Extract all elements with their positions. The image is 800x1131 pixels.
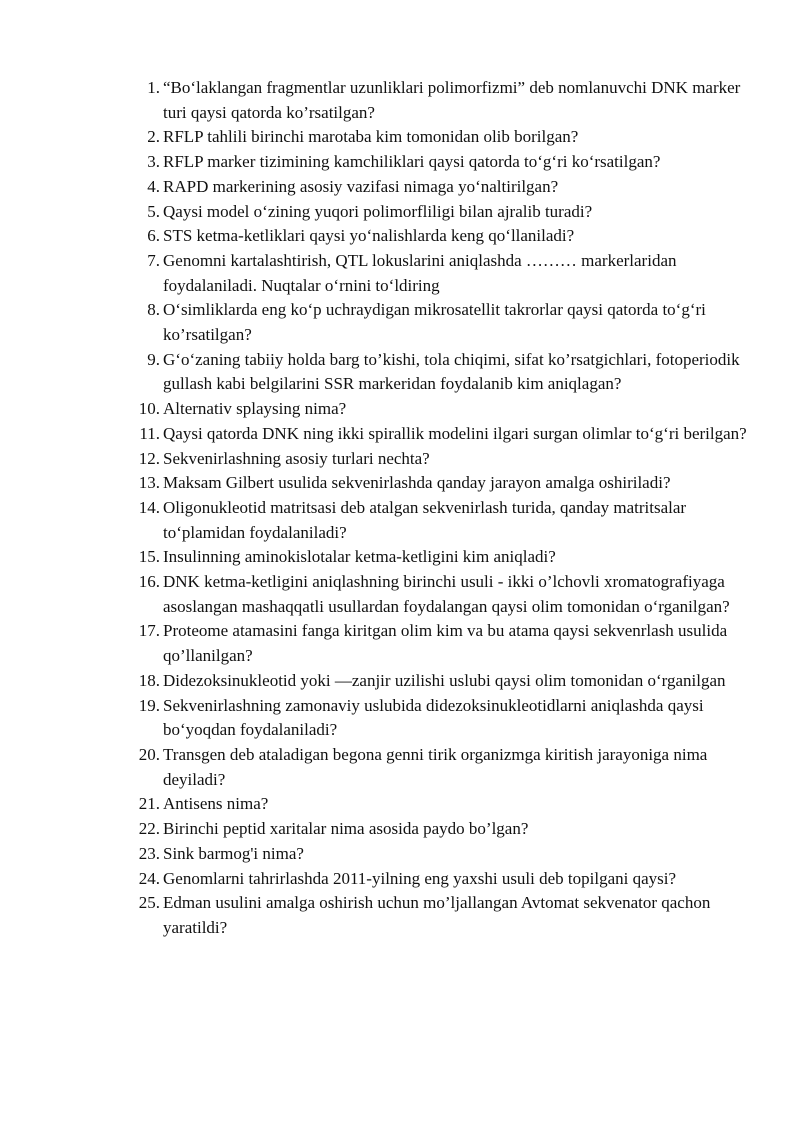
question-item <box>0 249 800 298</box>
question-text: Maksam Gilbert usulida sekvenirlashda qanday jarayon amalga oshiriladi? <box>163 473 671 493</box>
question-text: Birinchi peptid xaritalar nima asosida paydo bo’lgan? <box>163 819 529 839</box>
question-item <box>0 298 800 347</box>
question-number: 19. <box>138 695 160 715</box>
question-item <box>0 471 800 496</box>
question-text: Edman usulini amalga oshirish uchun mo’ljallangan Avtomat sekvenator qachon yaratildi? <box>163 893 711 937</box>
question-text: Sekvenirlashning zamonaviy uslubida didezoksinukleotidlarni aniqlashda qaysi bo‘yoqdan foydalaniladi? <box>163 695 704 740</box>
question-item <box>0 150 800 175</box>
question-item <box>0 792 800 817</box>
question-number: 23. <box>138 843 160 863</box>
question-text: Proteome atamasini fanga kiritgan olim kim va bu atama qaysi sekvenrlash usulida qo’llanilgan? <box>163 621 728 666</box>
question-text: Qaysi model o‘zining yuqori polimorfliligi bilan ajralib turadi? <box>163 201 593 221</box>
question-number: 9. <box>147 349 160 369</box>
question-text: DNK ketma-ketligini aniqlashning birinchi usuli - ikki o’lchovli xromatografiyaga asoslangan mashaqqatli usullardan foydalangan qaysi olim tomonidan o‘rganilgan? <box>163 572 730 616</box>
question-number: 16. <box>138 572 160 592</box>
question-number: 20. <box>138 744 160 764</box>
question-text: Genomni kartalashtirish, QTL lokuslarini aniqlashda ……… markerlaridan foydalaniladi. Nuqtalar o‘rnini to‘ldiring <box>163 250 677 295</box>
question-item <box>0 743 800 792</box>
question-number: 3. <box>147 152 160 172</box>
question-item <box>0 422 800 447</box>
question-number: 24. <box>138 868 160 888</box>
question-item <box>0 817 800 842</box>
question-item <box>0 545 800 570</box>
question-text: Sekvenirlashning asosiy turlari nechta? <box>163 448 430 468</box>
question-number: 22. <box>138 819 160 839</box>
question-text: RFLP marker tizimining kamchiliklari qaysi qatorda to‘g‘ri ko‘rsatilgan? <box>163 152 661 172</box>
question-text: Didezoksinukleotid yoki ―zanjir uzilishi uslubi qaysi olim tomonidan o‘rganilgan <box>163 670 726 690</box>
question-text: Alternativ splaysing nima? <box>163 399 347 419</box>
question-item <box>0 891 800 940</box>
question-item <box>0 348 800 397</box>
question-number: 17. <box>138 621 160 641</box>
question-text: Insulinning aminokislotalar ketma-ketligini kim aniqladi? <box>163 547 556 567</box>
question-number: 7. <box>147 250 160 270</box>
question-number: 6. <box>147 226 160 246</box>
question-item <box>0 125 800 150</box>
question-number: 8. <box>147 300 160 320</box>
question-number: 1. <box>147 78 160 97</box>
question-text: Oligonukleotid matritsasi deb atalgan sekvenirlash turida, qanday matritsalar to‘plamidan foydalaniladi? <box>163 497 687 542</box>
question-number: 2. <box>147 127 160 147</box>
question-item <box>0 842 800 867</box>
question-text: O‘simliklarda eng ko‘p uchraydigan mikrosatellit takrorlar qaysi qatorda to‘g‘ri ko’rsatilgan? <box>163 300 706 345</box>
question-item <box>0 867 800 892</box>
question-number: 13. <box>138 473 160 493</box>
question-item <box>0 669 800 694</box>
question-number: 18. <box>138 670 160 690</box>
question-item <box>0 175 800 200</box>
question-number: 10. <box>138 399 160 419</box>
question-number: 11. <box>139 423 160 443</box>
question-item <box>0 619 800 668</box>
question-text: Qaysi qatorda DNK ning ikki spirallik modelini ilgari surgan olimlar to‘g‘ri berilgan? <box>163 423 747 443</box>
question-item <box>0 397 800 422</box>
question-item <box>0 76 800 125</box>
question-number: 12. <box>138 448 160 468</box>
question-item <box>0 570 800 619</box>
question-list <box>0 76 800 941</box>
question-number: 25. <box>138 893 160 913</box>
question-number: 4. <box>147 176 160 196</box>
question-text: STS ketma-ketliklari qaysi yo‘nalishlarda keng qo‘llaniladi? <box>163 226 575 246</box>
question-number: 5. <box>147 201 160 221</box>
question-number: 15. <box>138 547 160 567</box>
question-item <box>0 447 800 472</box>
question-text: Genomlarni tahrirlashda 2011-yilning eng yaxshi usuli deb topilgani qaysi? <box>163 868 677 888</box>
question-text: RFLP tahlili birinchi marotaba kim tomonidan olib borilgan? <box>163 127 579 147</box>
question-text: Transgen deb ataladigan begona genni tirik organizmga kiritish jarayoniga nima deyiladi? <box>163 744 708 789</box>
question-item <box>0 496 800 545</box>
question-item <box>0 224 800 249</box>
question-text: G‘o‘zaning tabiiy holda barg to’kishi, tola chiqimi, sifat ko’rsatgichlari, fotoperiodik gullash kabi belgilarini SSR markeridan foydalanib kim aniqlagan? <box>163 349 740 394</box>
question-text: Antisens nima? <box>163 794 269 814</box>
question-number: 21. <box>138 794 160 814</box>
question-item <box>0 694 800 743</box>
question-text: RAPD markerining asosiy vazifasi nimaga yo‘naltirilgan? <box>163 176 559 196</box>
question-number: 14. <box>138 497 160 517</box>
question-item <box>0 200 800 225</box>
question-text: “Bo‘laklangan fragmentlar uzunliklari polimorfizmi” deb nomlanuvchi DNK marker turi qaysi qatorda ko’rsatilgan? <box>163 78 741 122</box>
question-text: Sink barmog'i nima? <box>163 843 304 863</box>
